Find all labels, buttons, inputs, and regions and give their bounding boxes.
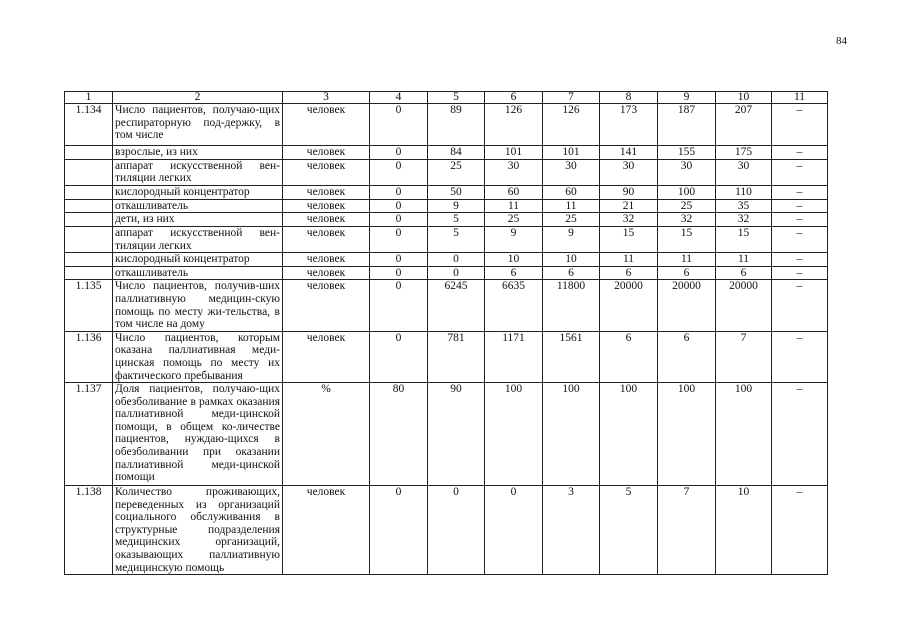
value-cell: 100 bbox=[716, 383, 772, 486]
value-cell: 0 bbox=[370, 266, 428, 280]
value-cell: 187 bbox=[658, 104, 716, 146]
value-cell: 141 bbox=[600, 146, 658, 160]
row-number-cell: 1.135 bbox=[65, 280, 113, 331]
value-cell: 207 bbox=[716, 104, 772, 146]
unit-cell: человек bbox=[283, 185, 370, 199]
value-cell: 90 bbox=[600, 185, 658, 199]
unit-cell: человек bbox=[283, 159, 370, 185]
row-number-cell bbox=[65, 213, 113, 227]
table-row bbox=[65, 159, 828, 185]
value-cell: 60 bbox=[485, 185, 543, 199]
value-cell: 9 bbox=[485, 226, 543, 252]
indicator-name-cell: Число пациентов, получаю-щих респираторную под-держку, в том числе bbox=[113, 104, 283, 146]
indicator-name-cell: взрослые, из них bbox=[113, 146, 283, 160]
value-cell: 84 bbox=[428, 146, 485, 160]
note-cell: – bbox=[772, 486, 828, 575]
value-cell: 101 bbox=[543, 146, 600, 160]
value-cell: 80 bbox=[370, 383, 428, 486]
indicator-name-cell: аппарат искусственной вен-тиляции легких bbox=[113, 226, 283, 252]
table-row bbox=[65, 199, 828, 213]
value-cell: 0 bbox=[370, 185, 428, 199]
value-cell: 20000 bbox=[716, 280, 772, 331]
value-cell: 0 bbox=[370, 280, 428, 331]
table-row bbox=[65, 486, 828, 575]
value-cell: 173 bbox=[600, 104, 658, 146]
table-row bbox=[65, 253, 828, 267]
value-cell: 6 bbox=[600, 266, 658, 280]
value-cell: 9 bbox=[543, 226, 600, 252]
row-number-cell bbox=[65, 226, 113, 252]
value-cell: 30 bbox=[600, 159, 658, 185]
value-cell: 126 bbox=[485, 104, 543, 146]
value-cell: 6245 bbox=[428, 280, 485, 331]
value-cell: 0 bbox=[428, 486, 485, 575]
value-cell: 110 bbox=[716, 185, 772, 199]
table-row bbox=[65, 280, 828, 331]
value-cell: 6 bbox=[485, 266, 543, 280]
column-number: 11 bbox=[772, 92, 828, 104]
indicator-name-cell: Число пациентов, которым оказана паллиативная меди-цинская помощь по месту их фактического пребывания bbox=[113, 331, 283, 382]
column-number: 10 bbox=[716, 92, 772, 104]
value-cell: 10 bbox=[485, 253, 543, 267]
unit-cell: человек bbox=[283, 199, 370, 213]
indicator-name-cell: откашливатель bbox=[113, 266, 283, 280]
indicator-name-cell: аппарат искусственной вен-тиляции легких bbox=[113, 159, 283, 185]
value-cell: 11 bbox=[485, 199, 543, 213]
value-cell: 6635 bbox=[485, 280, 543, 331]
unit-cell: % bbox=[283, 383, 370, 486]
value-cell: 100 bbox=[658, 383, 716, 486]
row-number-cell: 1.134 bbox=[65, 104, 113, 146]
value-cell: 100 bbox=[543, 383, 600, 486]
value-cell: 6 bbox=[658, 266, 716, 280]
value-cell: 89 bbox=[428, 104, 485, 146]
value-cell: 11 bbox=[543, 199, 600, 213]
unit-cell: человек bbox=[283, 486, 370, 575]
value-cell: 11 bbox=[658, 253, 716, 267]
note-cell: – bbox=[772, 146, 828, 160]
unit-cell: человек bbox=[283, 146, 370, 160]
unit-cell: человек bbox=[283, 331, 370, 382]
column-number: 2 bbox=[113, 92, 283, 104]
column-number: 4 bbox=[370, 92, 428, 104]
value-cell: 20000 bbox=[658, 280, 716, 331]
column-number: 1 bbox=[65, 92, 113, 104]
table-body bbox=[65, 92, 828, 575]
row-number-cell bbox=[65, 185, 113, 199]
note-cell: – bbox=[772, 266, 828, 280]
note-cell: – bbox=[772, 213, 828, 227]
unit-cell: человек bbox=[283, 104, 370, 146]
value-cell: 6 bbox=[600, 331, 658, 382]
value-cell: 10 bbox=[543, 253, 600, 267]
value-cell: 30 bbox=[716, 159, 772, 185]
indicator-table bbox=[64, 91, 828, 575]
table-row bbox=[65, 226, 828, 252]
value-cell: 6 bbox=[658, 331, 716, 382]
table-row bbox=[65, 383, 828, 486]
table-row bbox=[65, 213, 828, 227]
value-cell: 0 bbox=[370, 159, 428, 185]
table-row bbox=[65, 266, 828, 280]
note-cell: – bbox=[772, 199, 828, 213]
table-row bbox=[65, 146, 828, 160]
value-cell: 32 bbox=[716, 213, 772, 227]
value-cell: 0 bbox=[370, 146, 428, 160]
note-cell: – bbox=[772, 226, 828, 252]
column-number: 8 bbox=[600, 92, 658, 104]
column-number: 5 bbox=[428, 92, 485, 104]
indicator-name-cell: откашливатель bbox=[113, 199, 283, 213]
value-cell: 32 bbox=[658, 213, 716, 227]
value-cell: 175 bbox=[716, 146, 772, 160]
value-cell: 90 bbox=[428, 383, 485, 486]
value-cell: 155 bbox=[658, 146, 716, 160]
note-cell: – bbox=[772, 253, 828, 267]
value-cell: 11 bbox=[716, 253, 772, 267]
value-cell: 0 bbox=[428, 266, 485, 280]
indicator-name-cell: кислородный концентратор bbox=[113, 185, 283, 199]
value-cell: 0 bbox=[370, 486, 428, 575]
note-cell: – bbox=[772, 383, 828, 486]
value-cell: 0 bbox=[370, 199, 428, 213]
value-cell: 101 bbox=[485, 146, 543, 160]
row-number-cell: 1.137 bbox=[65, 383, 113, 486]
value-cell: 5 bbox=[428, 213, 485, 227]
row-number-cell bbox=[65, 253, 113, 267]
value-cell: 25 bbox=[485, 213, 543, 227]
value-cell: 15 bbox=[600, 226, 658, 252]
value-cell: 7 bbox=[716, 331, 772, 382]
row-number-cell bbox=[65, 146, 113, 160]
value-cell: 32 bbox=[600, 213, 658, 227]
indicator-name-cell: Число пациентов, получив-ших паллиативную медицин-скую помощь по месту жи-тельства, в том числе на дому bbox=[113, 280, 283, 331]
row-number-cell bbox=[65, 199, 113, 213]
value-cell: 6 bbox=[716, 266, 772, 280]
value-cell: 15 bbox=[716, 226, 772, 252]
value-cell: 0 bbox=[370, 213, 428, 227]
value-cell: 21 bbox=[600, 199, 658, 213]
value-cell: 6 bbox=[543, 266, 600, 280]
value-cell: 25 bbox=[658, 199, 716, 213]
note-cell: – bbox=[772, 104, 828, 146]
value-cell: 20000 bbox=[600, 280, 658, 331]
value-cell: 25 bbox=[543, 213, 600, 227]
row-number-cell: 1.136 bbox=[65, 331, 113, 382]
unit-cell: человек bbox=[283, 280, 370, 331]
column-number: 9 bbox=[658, 92, 716, 104]
value-cell: 0 bbox=[485, 486, 543, 575]
value-cell: 3 bbox=[543, 486, 600, 575]
value-cell: 11 bbox=[600, 253, 658, 267]
column-number: 6 bbox=[485, 92, 543, 104]
table-row bbox=[65, 185, 828, 199]
value-cell: 7 bbox=[658, 486, 716, 575]
value-cell: 35 bbox=[716, 199, 772, 213]
row-number-cell bbox=[65, 266, 113, 280]
value-cell: 0 bbox=[370, 331, 428, 382]
table-row bbox=[65, 331, 828, 382]
row-number-cell bbox=[65, 159, 113, 185]
value-cell: 5 bbox=[428, 226, 485, 252]
indicator-name-cell: Количество проживающих, переведенных из организаций социального обслуживания в структурные подразделения медицинских организаций, оказывающих паллиативную медицинскую помощь bbox=[113, 486, 283, 575]
value-cell: 781 bbox=[428, 331, 485, 382]
note-cell: – bbox=[772, 331, 828, 382]
value-cell: 1561 bbox=[543, 331, 600, 382]
value-cell: 5 bbox=[600, 486, 658, 575]
page-number: 84 bbox=[836, 35, 847, 47]
indicator-name-cell: дети, из них bbox=[113, 213, 283, 227]
unit-cell: человек bbox=[283, 266, 370, 280]
value-cell: 100 bbox=[600, 383, 658, 486]
value-cell: 0 bbox=[370, 104, 428, 146]
value-cell: 15 bbox=[658, 226, 716, 252]
table-row bbox=[65, 104, 828, 146]
value-cell: 0 bbox=[370, 226, 428, 252]
value-cell: 1171 bbox=[485, 331, 543, 382]
column-number: 7 bbox=[543, 92, 600, 104]
indicator-name-cell: кислородный концентратор bbox=[113, 253, 283, 267]
note-cell: – bbox=[772, 185, 828, 199]
value-cell: 30 bbox=[485, 159, 543, 185]
value-cell: 30 bbox=[543, 159, 600, 185]
row-number-cell: 1.138 bbox=[65, 486, 113, 575]
value-cell: 50 bbox=[428, 185, 485, 199]
value-cell: 9 bbox=[428, 199, 485, 213]
column-number: 3 bbox=[283, 92, 370, 104]
unit-cell: человек bbox=[283, 213, 370, 227]
unit-cell: человек bbox=[283, 226, 370, 252]
value-cell: 126 bbox=[543, 104, 600, 146]
value-cell: 0 bbox=[370, 253, 428, 267]
note-cell: – bbox=[772, 280, 828, 331]
indicator-name-cell: Доля пациентов, получаю-щих обезболивание в рамках оказания паллиативной меди-цинской помощи, в общем ко-личестве пациентов, нуждаю-щихся в обезболивании при оказании паллиативной меди-цинской помощи bbox=[113, 383, 283, 486]
value-cell: 30 bbox=[658, 159, 716, 185]
value-cell: 25 bbox=[428, 159, 485, 185]
value-cell: 10 bbox=[716, 486, 772, 575]
note-cell: – bbox=[772, 159, 828, 185]
column-number-row bbox=[65, 92, 828, 104]
value-cell: 11800 bbox=[543, 280, 600, 331]
value-cell: 100 bbox=[658, 185, 716, 199]
value-cell: 0 bbox=[428, 253, 485, 267]
unit-cell: человек bbox=[283, 253, 370, 267]
value-cell: 60 bbox=[543, 185, 600, 199]
value-cell: 100 bbox=[485, 383, 543, 486]
